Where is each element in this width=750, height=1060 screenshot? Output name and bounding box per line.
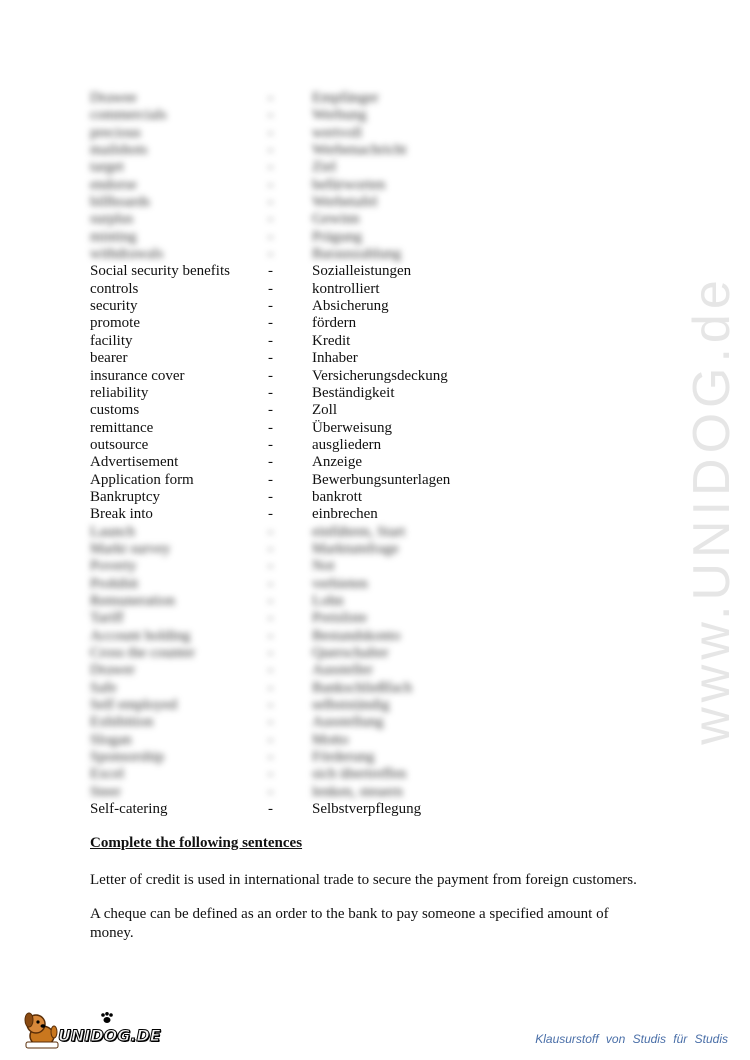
separator-dash: - [268, 402, 273, 419]
german-translation: Querschalter [312, 645, 389, 661]
section-title: Complete the following sentences [90, 835, 303, 851]
separator-dash: - [268, 558, 273, 575]
english-term: outsource [90, 436, 149, 453]
separator-dash: - [268, 419, 273, 436]
vocabulary-list [90, 90, 690, 818]
german-translation: Beständigkeit [312, 384, 395, 401]
english-term: Safe [90, 679, 117, 696]
english-term: Bankruptcy [90, 488, 160, 505]
english-term: customs [90, 402, 140, 419]
english-term: Application form [90, 471, 194, 488]
english-term: security [90, 298, 138, 315]
vocab-row [90, 194, 690, 211]
vocab-row [90, 350, 690, 367]
vocab-row [90, 541, 690, 558]
german-translation: Absicherung [312, 298, 389, 315]
separator-dash: - [268, 315, 273, 332]
vocab-row [90, 610, 690, 627]
unidog-logo [22, 1008, 162, 1052]
german-translation: Marktumfrage [312, 540, 399, 557]
german-translation: einführen, Start [312, 523, 406, 540]
vocab-row [90, 645, 690, 662]
vocab-row [90, 524, 690, 541]
english-term: Self-catering [90, 801, 168, 818]
german-translation: Aussteller [312, 662, 373, 679]
english-term: Sponsorship [90, 749, 165, 766]
german-translation: Ziel [312, 159, 337, 176]
vocab-row [90, 472, 690, 489]
separator-dash: - [268, 142, 273, 159]
vocab-row [90, 281, 690, 298]
vocab-row [90, 628, 690, 645]
german-translation: verbieten [312, 575, 368, 592]
dog-mascot-icon [22, 1008, 62, 1052]
german-translation: selbstständig [312, 697, 390, 714]
english-term: commercials [90, 107, 167, 124]
vocab-row [90, 766, 690, 783]
vocab-row [90, 714, 690, 731]
english-term: endorse [90, 176, 137, 193]
separator-dash: - [268, 350, 273, 367]
english-term: controls [90, 280, 139, 297]
separator-dash: - [268, 575, 273, 592]
separator-dash: - [268, 697, 273, 714]
english-term: Remuneration [90, 592, 175, 609]
english-term: Self employed [90, 697, 178, 714]
vocab-row [90, 333, 690, 350]
logo-text: UNIDOG.DE [58, 1026, 161, 1045]
german-translation: Kredit [312, 332, 351, 349]
vocab-row [90, 159, 690, 176]
vocab-row [90, 420, 690, 437]
separator-dash: - [268, 610, 273, 627]
english-term: Exhibition [90, 714, 154, 731]
separator-dash: - [268, 454, 273, 471]
german-translation: Preisliste [312, 610, 367, 627]
separator-dash: - [268, 645, 273, 661]
separator-dash: - [268, 298, 273, 315]
vocab-row [90, 298, 690, 315]
english-term: promote [90, 315, 140, 332]
german-translation: Prägung [312, 228, 362, 245]
watermark-text: www.UNIDOG.de [683, 275, 741, 745]
german-translation: Sozialleistungen [312, 263, 412, 280]
separator-dash: - [268, 194, 273, 211]
separator-dash: - [268, 367, 273, 384]
german-translation: fördern [312, 315, 357, 332]
german-translation: Selbstverpflegung [312, 801, 422, 818]
english-term: Excel [90, 766, 125, 783]
separator-dash: - [268, 749, 273, 766]
english-term: Drawee [90, 90, 137, 106]
separator-dash: - [268, 124, 273, 141]
separator-dash: - [268, 211, 273, 228]
vocab-row [90, 177, 690, 194]
english-term: insurance cover [90, 367, 185, 384]
separator-dash: - [268, 731, 273, 748]
german-translation: Bankschließfach [312, 679, 412, 696]
german-translation: Barauszahlung [312, 246, 402, 263]
german-translation: Gewinn [312, 211, 360, 228]
vocab-row [90, 125, 690, 142]
german-translation: Werbung [312, 107, 367, 124]
vocab-row [90, 90, 690, 107]
german-translation: ausgliedern [312, 436, 382, 453]
german-translation: bankrott [312, 488, 362, 505]
vocab-row [90, 437, 690, 454]
german-translation: Zoll [312, 402, 337, 419]
vocab-row [90, 246, 690, 263]
english-term: Cross the counter [90, 645, 195, 661]
separator-dash: - [268, 714, 273, 731]
vocab-row [90, 662, 690, 679]
separator-dash: - [268, 540, 273, 557]
english-term: withdrawals [90, 246, 164, 263]
german-translation: kontrolliert [312, 280, 380, 297]
vocab-row [90, 402, 690, 419]
german-translation: Förderung [312, 749, 375, 766]
separator-dash: - [268, 592, 273, 609]
separator-dash: - [268, 436, 273, 453]
paw-icon [100, 1012, 114, 1024]
separator-dash: - [268, 107, 273, 124]
separator-dash: - [268, 783, 273, 800]
vocab-row [90, 697, 690, 714]
english-term: Account holding [90, 627, 191, 644]
english-term: Steer [90, 783, 121, 800]
english-term: Drawer [90, 662, 135, 679]
german-translation: Versicherungsdeckung [312, 367, 448, 384]
english-term: surplus [90, 211, 134, 228]
english-term: Advertisement [90, 454, 179, 471]
separator-dash: - [268, 766, 273, 783]
vocab-row [90, 211, 690, 228]
german-translation: einbrechen [312, 506, 378, 523]
german-translation: befürworten [312, 176, 386, 193]
separator-dash: - [268, 488, 273, 505]
separator-dash: - [268, 506, 273, 523]
separator-dash: - [268, 159, 273, 176]
vocab-row [90, 315, 690, 332]
vocab-row [90, 749, 690, 766]
vocab-row [90, 368, 690, 385]
german-translation: Bestandskonto [312, 627, 401, 644]
english-term: Slogan [90, 731, 132, 748]
vocab-row [90, 680, 690, 697]
german-translation: Motto [312, 731, 349, 748]
vocab-row [90, 593, 690, 610]
english-term: billboards [90, 194, 150, 211]
sentence-1: Letter of credit is used in international trade to secure the payment from foreign customers. [90, 872, 637, 888]
vocab-row [90, 506, 690, 523]
separator-dash: - [268, 801, 273, 818]
separator-dash: - [268, 176, 273, 193]
english-term: minting [90, 228, 137, 245]
vocab-row [90, 801, 690, 818]
german-translation: sich übertreffen [312, 766, 407, 783]
separator-dash: - [268, 263, 273, 280]
separator-dash: - [268, 90, 273, 106]
vocab-row [90, 732, 690, 749]
separator-dash: - [268, 523, 273, 540]
english-term: remittance [90, 419, 154, 436]
english-term: Prohibit [90, 575, 139, 592]
vocab-row [90, 558, 690, 575]
english-term: bearer [90, 350, 128, 367]
english-term: Social security benefits [90, 263, 230, 280]
separator-dash: - [268, 471, 273, 488]
separator-dash: - [268, 384, 273, 401]
german-translation: Anzeige [312, 454, 362, 471]
english-term: target [90, 159, 124, 176]
german-translation: Bewerbungsunterlagen [312, 471, 451, 488]
vocab-row [90, 385, 690, 402]
german-translation: Ausstellung [312, 714, 384, 731]
vocab-row [90, 454, 690, 471]
separator-dash: - [268, 627, 273, 644]
separator-dash: - [268, 228, 273, 245]
german-translation: wertvoll [312, 124, 362, 141]
separator-dash: - [268, 662, 273, 679]
separator-dash: - [268, 679, 273, 696]
vocab-row [90, 489, 690, 506]
english-term: Markt survey [90, 540, 171, 557]
german-translation: Lohn [312, 592, 344, 609]
separator-dash: - [268, 246, 273, 263]
german-translation: Empfänger [312, 90, 379, 106]
separator-dash: - [268, 332, 273, 349]
english-term: Break into [90, 506, 153, 523]
footer-tagline: Klausurstoff von Studis für Studis [535, 1032, 728, 1046]
vocab-row [90, 263, 690, 280]
german-translation: Überweisung [312, 419, 392, 436]
separator-dash: - [268, 280, 273, 297]
english-term: mailshots [90, 142, 148, 159]
vocab-row [90, 784, 690, 801]
vocab-row [90, 142, 690, 159]
english-term: Poverty [90, 558, 137, 575]
german-translation: Inhaber [312, 350, 358, 367]
sentence-2: A cheque can be defined as an order to the bank to pay someone a specified amount of money. [90, 906, 609, 941]
english-term: facility [90, 332, 133, 349]
english-term: reliability [90, 384, 149, 401]
english-term: Launch [90, 523, 135, 540]
vocab-row [90, 107, 690, 124]
german-translation: Werbetafel [312, 194, 378, 211]
english-term: precious [90, 124, 141, 141]
german-translation: Not [312, 558, 335, 575]
vocab-row [90, 229, 690, 246]
german-translation: lenken, steuern [312, 783, 403, 800]
vocab-row [90, 576, 690, 593]
english-term: Tariff [90, 610, 124, 627]
german-translation: Werbenachricht [312, 142, 407, 159]
